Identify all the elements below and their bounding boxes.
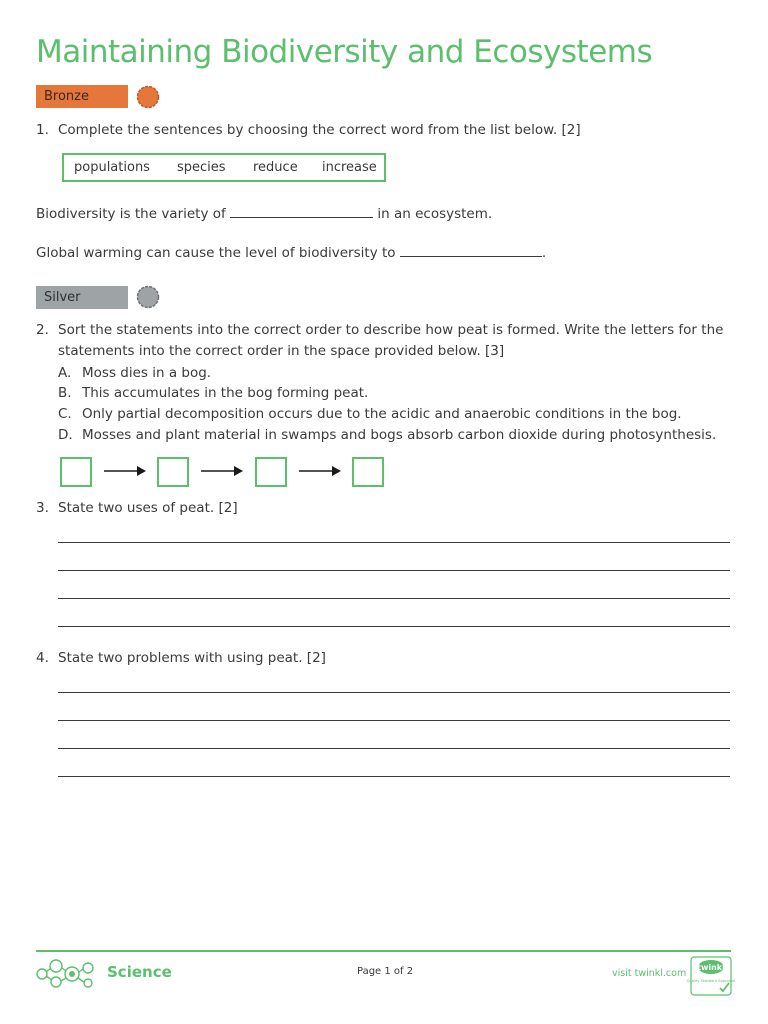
question-number: 3.	[36, 500, 49, 516]
answer-line[interactable]	[58, 776, 730, 777]
order-answer-box[interactable]	[255, 457, 287, 487]
answer-line[interactable]	[58, 570, 730, 571]
statement-letter: B.	[58, 385, 72, 401]
answer-line[interactable]	[58, 598, 730, 599]
question-text: State two uses of peat. [2]	[58, 500, 238, 516]
website-link[interactable]: visit twinkl.com	[612, 968, 687, 979]
bronze-level-tag: Bronze	[36, 85, 128, 108]
fill-sentence-2	[36, 243, 546, 263]
answer-line[interactable]	[58, 720, 730, 721]
statement-letter: A.	[58, 365, 72, 381]
statement-text: Only partial decomposition occurs due to the acidic and anaerobic conditions in the bog.	[82, 406, 682, 422]
arrow-right-icon	[104, 464, 146, 478]
answer-line[interactable]	[58, 542, 730, 543]
answer-line[interactable]	[58, 626, 730, 627]
footer-divider	[36, 950, 731, 952]
silver-level-tag: Silver	[36, 286, 128, 309]
statement-letter: C.	[58, 406, 72, 422]
word-option: reduce	[253, 160, 298, 175]
statement-text: Mosses and plant material in swamps and bogs absorb carbon dioxide during photosynthesis.	[82, 427, 717, 443]
answer-line[interactable]	[58, 692, 730, 693]
order-answer-box[interactable]	[157, 457, 189, 487]
footer-subject: Science	[107, 963, 172, 981]
sentence-text: Biodiversity is the variety of	[36, 206, 226, 222]
page-title: Maintaining Biodiversity and Ecosystems	[36, 34, 653, 70]
statement-text: Moss dies in a bog.	[82, 365, 212, 381]
badge-brand: twinkl	[697, 963, 725, 972]
question-text: Sort the statements into the correct order to describe how peat is formed. Write the letters for the	[58, 322, 724, 338]
sentence-text: Global warming can cause the level of biodiversity to	[36, 245, 396, 261]
sentence-text: .	[541, 245, 547, 261]
arrow-right-icon	[201, 464, 243, 478]
badge-text: Quality Standard Approved	[686, 979, 736, 983]
statement-letter: D.	[58, 427, 73, 443]
question-text: statements into the correct order in the space provided below. [3]	[58, 343, 505, 359]
statement-text: This accumulates in the bog forming peat.	[82, 385, 369, 401]
word-bank	[62, 153, 386, 182]
word-option: populations	[74, 160, 150, 175]
answer-blank[interactable]	[230, 204, 373, 218]
fill-sentence-1	[36, 204, 492, 224]
question-number: 4.	[36, 650, 49, 666]
silver-medal-icon	[136, 285, 160, 309]
question-text: State two problems with using peat. [2]	[58, 650, 326, 666]
science-molecule-icon	[34, 956, 100, 992]
word-option: species	[177, 160, 226, 175]
question-number: 2.	[36, 322, 49, 338]
quality-badge-icon	[686, 956, 736, 996]
bronze-medal-icon	[136, 85, 160, 109]
question-number: 1.	[36, 122, 49, 138]
answer-line[interactable]	[58, 748, 730, 749]
order-answer-box[interactable]	[352, 457, 384, 487]
order-answer-box[interactable]	[60, 457, 92, 487]
question-text: Complete the sentences by choosing the correct word from the list below. [2]	[58, 122, 581, 138]
word-option: increase	[322, 160, 377, 175]
sentence-text: in an ecosystem.	[377, 206, 493, 222]
answer-blank[interactable]	[400, 243, 542, 257]
page-number: Page 1 of 2	[357, 966, 414, 977]
arrow-right-icon	[299, 464, 341, 478]
